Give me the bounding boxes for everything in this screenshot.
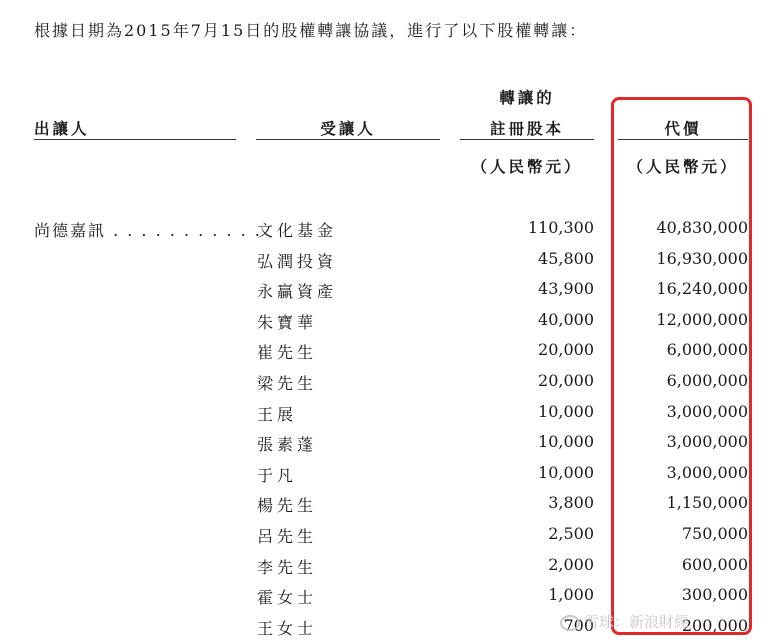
- row-capital: 43,900: [538, 279, 594, 299]
- row-transferee: 王展: [257, 404, 298, 424]
- transferor-label: 尚德嘉訊 . . . . . . . . . . .: [34, 221, 262, 240]
- snowball-logo-icon: [560, 615, 580, 631]
- row-transferee: 朱寶華: [257, 312, 318, 332]
- row-transferee: 弘潤投資: [257, 251, 338, 271]
- row-transferee: 楊先生: [257, 496, 318, 516]
- header-capital-unit: （人民幣元）: [471, 157, 583, 176]
- header-rule-transferee: [256, 139, 440, 140]
- header-transferee: 受讓人: [320, 119, 376, 138]
- row-transferee: 霍女士: [257, 588, 318, 608]
- row-capital: 10,000: [538, 462, 594, 482]
- row-capital: 20,000: [538, 340, 594, 360]
- row-capital: 45,800: [538, 248, 594, 268]
- row-consideration: 6,000,000: [666, 371, 748, 390]
- row-consideration: 600,000: [681, 554, 748, 574]
- header-capital-line1: 轉讓的: [499, 88, 555, 107]
- watermark-text: 雪球：新浪財經: [584, 613, 690, 631]
- row-consideration: 40,830,000: [656, 218, 748, 237]
- intro-text: 根據日期為2015年7月15日的股權轉讓協議，進行了以下股權轉讓：: [34, 21, 588, 40]
- header-capital-line2: 註冊股本: [489, 119, 564, 138]
- row-consideration: 6,000,000: [666, 340, 748, 360]
- row-transferee: 王女士: [257, 618, 318, 638]
- consideration-highlight-box: [611, 97, 752, 635]
- header-consideration-unit: （人民幣元）: [627, 157, 739, 176]
- row-consideration: 750,000: [681, 524, 748, 543]
- row-capital: 3,800: [548, 493, 594, 513]
- row-consideration: 200,000: [681, 615, 748, 635]
- row-transferee: 永贏資產: [257, 282, 338, 302]
- row-transferee: 于凡: [257, 465, 298, 485]
- row-transferee: 崔先生: [257, 343, 318, 363]
- row-consideration: 12,000,000: [656, 309, 748, 329]
- row-consideration: 1,150,000: [666, 493, 748, 513]
- row-capital: 110,300: [527, 218, 594, 237]
- row-capital: 20,000: [538, 371, 594, 390]
- row-transferee: 文化基金: [257, 221, 338, 240]
- row-consideration: 16,240,000: [656, 279, 748, 299]
- row-capital: 1,000: [548, 585, 594, 605]
- header-consideration: 代價: [664, 119, 702, 138]
- row-transferee: 張素蓬: [257, 435, 318, 455]
- row-capital: 2,500: [548, 524, 594, 543]
- row-capital: 2,000: [548, 554, 594, 574]
- row-transferee: 梁先生: [257, 374, 318, 393]
- row-transferee: 呂先生: [257, 527, 318, 546]
- row-capital: 10,000: [538, 401, 594, 421]
- row-consideration: 16,930,000: [656, 248, 748, 268]
- row-transferee: 李先生: [257, 557, 318, 577]
- row-consideration: 3,000,000: [666, 401, 748, 421]
- row-capital: 700: [563, 615, 594, 635]
- row-consideration: 3,000,000: [666, 462, 748, 482]
- row-capital: 40,000: [538, 309, 594, 329]
- header-rule-transferor: [34, 139, 236, 140]
- row-consideration: 300,000: [681, 585, 748, 605]
- header-rule-capital: [460, 139, 594, 140]
- header-transferor: 出讓人: [34, 119, 90, 138]
- row-capital: 10,000: [538, 432, 594, 452]
- row-consideration: 3,000,000: [666, 432, 748, 452]
- watermark: [560, 611, 689, 632]
